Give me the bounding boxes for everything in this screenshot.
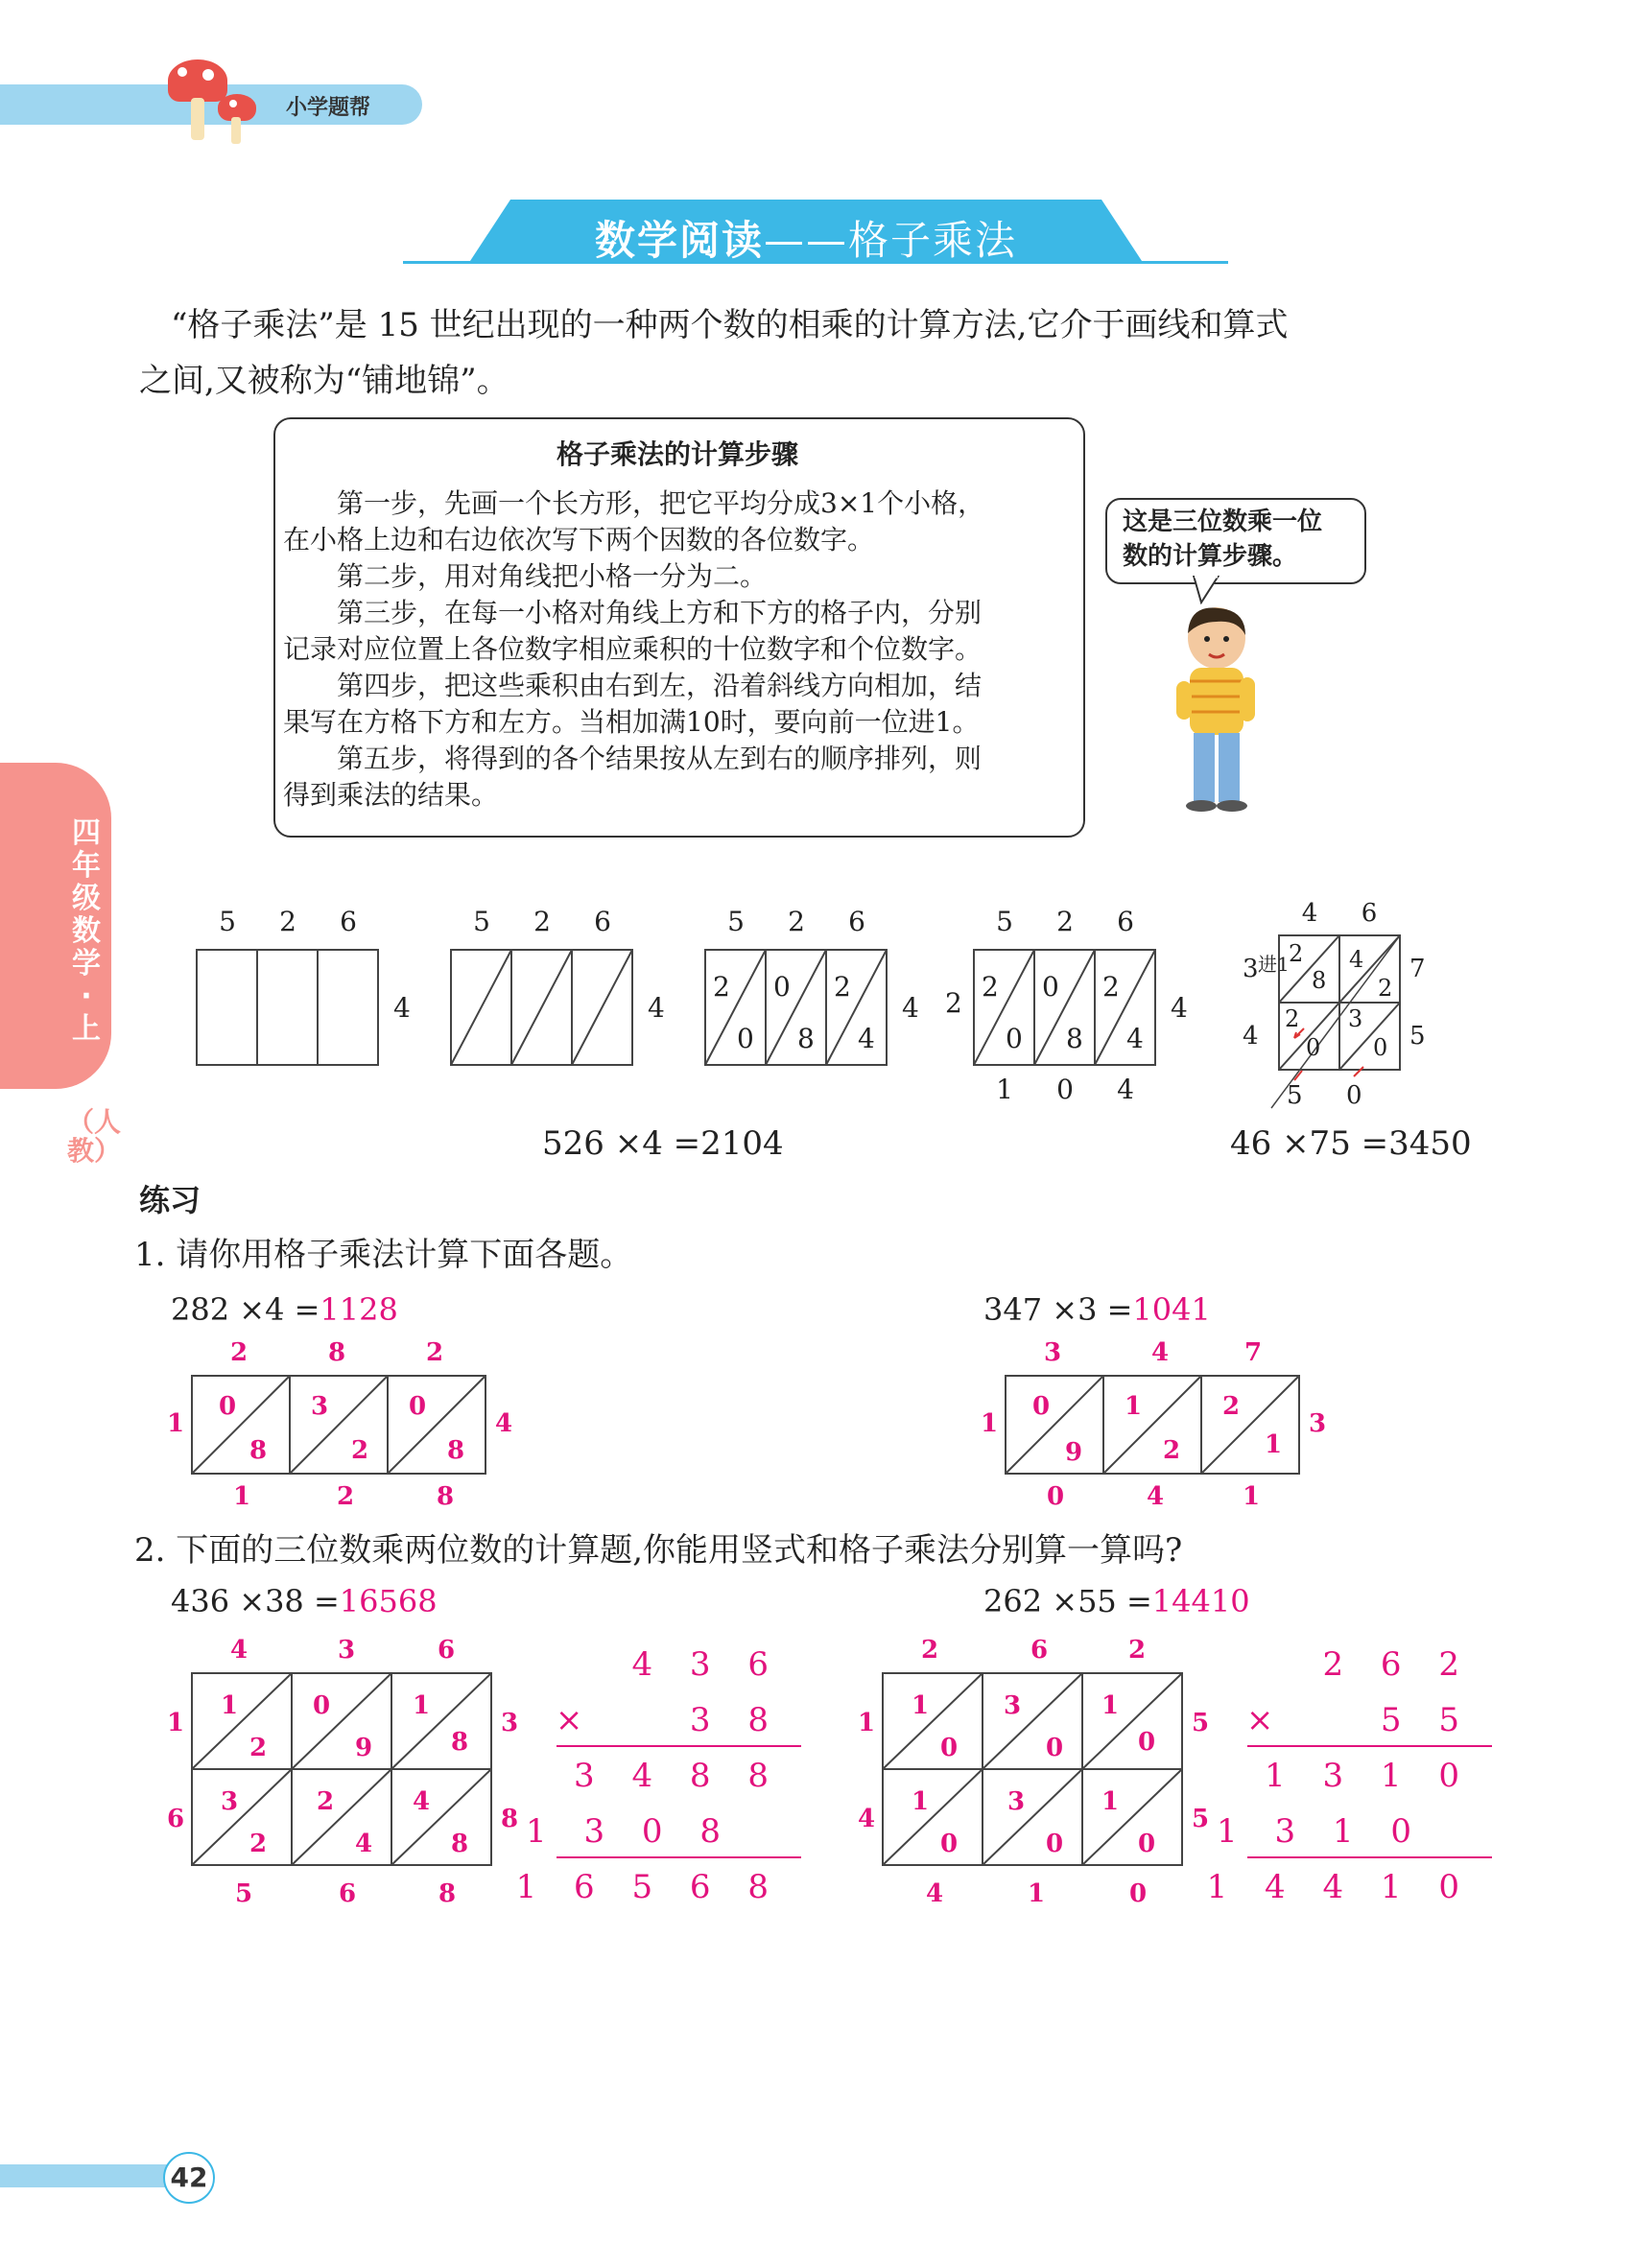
digit: 9	[1065, 1438, 1083, 1467]
q1a-equation	[171, 1291, 398, 1328]
q2a-expr: 436 ×38 =	[171, 1583, 340, 1619]
digit: 4	[648, 992, 665, 1024]
q1a-grid	[167, 1338, 512, 1511]
example-equation-2: 46 ×75 =3450	[1230, 1124, 1472, 1163]
digit: 4	[1150, 1338, 1170, 1367]
digit: 2	[1289, 940, 1304, 967]
q1b-equation	[983, 1291, 1211, 1328]
brand-name: 小学题帮	[286, 96, 371, 120]
digit: 2	[1222, 1392, 1241, 1421]
digit: 0	[940, 1734, 959, 1762]
digit: 0	[940, 1830, 959, 1858]
digit: 1	[1242, 1482, 1261, 1511]
digit: 8	[501, 1805, 519, 1833]
q2a-answer: 16568	[339, 1583, 438, 1619]
q2b-answer: 14410	[1151, 1583, 1250, 1619]
digit: 0	[219, 1392, 237, 1421]
digit: 6	[340, 906, 357, 937]
digit: 2	[713, 971, 730, 1003]
intro-line-2: 之间,又被称为“铺地锦”。	[139, 362, 509, 400]
digit: 4	[393, 992, 411, 1024]
intro-line-1: “格子乘法”是 15 世纪出现的一种两个数的相乘的计算方法,它介于画线和算式	[171, 306, 1289, 344]
title-sub: 格子乘法	[848, 217, 1018, 264]
step-line: 第四步，把这些乘积由右到左，沿着斜线方向相加，结	[283, 670, 983, 701]
digit: 2	[249, 1830, 268, 1858]
digit: 3	[311, 1392, 329, 1421]
digit: 0	[773, 971, 791, 1003]
example-grid-46x75	[1243, 902, 1426, 1110]
q2-work	[154, 1631, 1516, 1938]
boy-illustration-icon	[1161, 604, 1267, 815]
digit: 1	[1027, 1879, 1046, 1908]
digit: 2	[982, 971, 999, 1003]
digit: 6	[848, 906, 865, 937]
footer-bar	[0, 2164, 182, 2187]
digit: 3	[1043, 1338, 1062, 1367]
digit: 0	[1373, 1034, 1388, 1061]
digit: 0	[1032, 1392, 1051, 1421]
digit: 1	[413, 1691, 431, 1720]
vertical-line: 1 4 4 1 0	[1206, 1868, 1473, 1906]
digit: 5	[1192, 1709, 1210, 1737]
digit: 0	[1138, 1830, 1156, 1858]
vertical-line: × 5 5	[1245, 1701, 1473, 1739]
digit: 6	[1030, 1636, 1049, 1665]
digit: 6	[1361, 902, 1378, 928]
digit: 0	[313, 1691, 331, 1720]
digit: 4	[1301, 902, 1318, 928]
vertical-line: 1 3 0 8	[526, 1812, 734, 1851]
step-line: 得到乘法的结果。	[283, 779, 499, 811]
digit: 4	[1349, 946, 1364, 973]
q2a-equation	[171, 1583, 438, 1619]
digit: 0	[1042, 971, 1059, 1003]
q1a-expr: 282 ×4 =	[171, 1291, 320, 1328]
digit: 4	[1171, 992, 1188, 1024]
digit: 8	[249, 1436, 268, 1465]
digit: 2	[945, 987, 962, 1019]
digit: 2	[834, 971, 851, 1003]
digit: 3	[1309, 1409, 1327, 1438]
digit: 1	[1265, 1430, 1283, 1459]
digit: 4	[925, 1879, 944, 1908]
step-line: 果写在方格下方和左方。当相加满10时，要向前一位进1。	[283, 706, 980, 738]
digit: 0	[1046, 1482, 1065, 1511]
digit: 2	[425, 1338, 444, 1367]
digit: 2	[1056, 906, 1074, 937]
digit: 1	[912, 1787, 930, 1816]
step-line: 第三步，在每一小格对角线上方和下方的格子内，分别	[283, 597, 983, 628]
steps-title: 格子乘法的计算步骤	[556, 438, 798, 470]
digit: 2	[920, 1636, 939, 1665]
digit: 4	[1243, 1022, 1259, 1051]
vertical-line: 1 6 5 6 8	[515, 1868, 782, 1906]
vertical-line: 2 6 2	[1322, 1645, 1473, 1684]
digit: 7	[1409, 955, 1426, 983]
digit: 1	[1125, 1392, 1143, 1421]
digit: 1	[221, 1691, 239, 1720]
digit: 1	[858, 1709, 876, 1737]
digit: 4	[229, 1636, 249, 1665]
digit: 5	[996, 906, 1013, 937]
step-line: 第五步，将得到的各个结果按从左到右的顺序排列，则	[283, 743, 983, 774]
digit: 1	[996, 1074, 1013, 1105]
digit: 3	[1007, 1787, 1026, 1816]
step-line: 在小格上边和右边依次写下两个因数的各位数字。	[283, 524, 875, 555]
digit: 3	[337, 1636, 356, 1665]
digit: 6	[338, 1879, 357, 1908]
digit: 8	[451, 1830, 469, 1858]
digit: 1	[1101, 1691, 1120, 1720]
digit: 2	[229, 1338, 249, 1367]
title-dash: ——	[764, 217, 848, 264]
digit: 1	[981, 1409, 999, 1438]
digit: 2	[1378, 975, 1393, 1002]
digit: 4	[413, 1787, 431, 1816]
q1b-expr: 347 ×3 =	[983, 1291, 1133, 1328]
digit: 4	[902, 992, 919, 1024]
step-line: 第一步，先画一个长方形，把它平均分成3×1个小格，	[283, 487, 985, 519]
question-1: 1. 请你用格子乘法计算下面各题。	[134, 1236, 633, 1274]
page-number: 42	[163, 2152, 215, 2204]
mushroom-logo-icon	[168, 59, 264, 146]
digit: 0	[1128, 1879, 1148, 1908]
digit: 6	[437, 1636, 456, 1665]
digit: 1	[167, 1709, 185, 1737]
digit: 1	[1101, 1787, 1120, 1816]
example-equation-1: 526 ×4 =2104	[542, 1124, 784, 1163]
q2b-equation	[983, 1583, 1250, 1619]
digit: 5	[219, 906, 236, 937]
digit: 6	[167, 1805, 185, 1833]
digit: 8	[327, 1338, 346, 1367]
digit: 9	[355, 1734, 373, 1762]
q2b-grid	[858, 1636, 1209, 1908]
digit: 3	[501, 1709, 519, 1737]
digit: 0	[737, 1023, 754, 1054]
digit: 6	[594, 906, 611, 937]
digit: 2	[788, 906, 805, 937]
example-grid-step1	[197, 906, 411, 1065]
digit: 1	[167, 1409, 185, 1438]
example-grid-step3	[705, 906, 919, 1065]
digit: 4	[1146, 1482, 1165, 1511]
title-main: 数学阅读	[594, 217, 764, 264]
digit: 0	[1046, 1734, 1064, 1762]
digit: 3	[221, 1787, 239, 1816]
digit: 4	[1117, 1074, 1134, 1105]
digit: 8	[451, 1728, 469, 1757]
digit: 8	[436, 1482, 455, 1511]
edition-label: （人教）	[67, 1106, 122, 1167]
q1-grids	[154, 1334, 1362, 1516]
bubble-line-2: 数的计算步骤。	[1123, 542, 1298, 571]
section-title	[403, 200, 1228, 263]
question-2: 2. 下面的三位数乘两位数的计算题,你能用竖式和格子乘法分别算一算吗?	[134, 1531, 1183, 1570]
q2b-vertical	[1207, 1645, 1492, 1906]
digit: 0	[1006, 1023, 1023, 1054]
digit: 2	[533, 906, 551, 937]
q2b-expr: 262 ×55 =	[983, 1583, 1152, 1619]
bubble-tail-icon	[1190, 576, 1228, 604]
digit: 0	[1346, 1081, 1362, 1110]
digit: 2	[1102, 971, 1120, 1003]
digit: 2	[336, 1482, 355, 1511]
q2a-grid	[167, 1636, 518, 1908]
digit: 5	[1192, 1805, 1210, 1833]
q2a-vertical	[516, 1645, 801, 1906]
digit: 2	[1127, 1636, 1147, 1665]
digit: 2	[1285, 1005, 1300, 1032]
digit: 4	[858, 1023, 875, 1054]
digit: 2	[279, 906, 296, 937]
digit: 8	[1312, 967, 1327, 994]
vertical-line: 3 4 8 8	[574, 1757, 782, 1795]
digit: 5	[727, 906, 745, 937]
example-grid-step4	[945, 906, 1188, 1105]
digit: 8	[797, 1023, 815, 1054]
vertical-line: 1 3 1 0	[1265, 1757, 1473, 1795]
bubble-line-1: 这是三位数乘一位	[1123, 508, 1323, 536]
vertical-line: 1 3 1 0	[1217, 1812, 1425, 1851]
digit: 8	[438, 1879, 457, 1908]
digit: 5	[1287, 1081, 1303, 1110]
q1a-answer: 1128	[320, 1291, 398, 1328]
vertical-line: × 3 8	[555, 1701, 782, 1739]
example-grid-step2	[451, 906, 665, 1065]
digit: 6	[1117, 906, 1134, 937]
bubble-text	[1123, 505, 1353, 574]
digit: 4	[355, 1830, 373, 1858]
digit: 0	[1046, 1830, 1064, 1858]
digit: 0	[1138, 1728, 1156, 1757]
step-line: 第二步，用对角线把小格一分为二。	[283, 560, 768, 592]
digit: 7	[1243, 1338, 1263, 1367]
digit: 4	[858, 1805, 876, 1833]
digit: 5	[1409, 1022, 1426, 1051]
digit: 8	[1066, 1023, 1083, 1054]
digit: 5	[473, 906, 490, 937]
digit: 5	[234, 1879, 253, 1908]
digit: 2	[317, 1787, 335, 1816]
digit: 8	[447, 1436, 465, 1465]
step-line: 记录对应位置上各位数字相应乘积的十位数字和个位数字。	[283, 633, 983, 665]
digit: 3	[1004, 1691, 1022, 1720]
digit: 2	[351, 1436, 369, 1465]
digit: 3	[1348, 1005, 1363, 1032]
digit: 1	[912, 1691, 930, 1720]
digit: 0	[409, 1392, 427, 1421]
digit: 3	[1243, 955, 1259, 983]
practice-heading: 练习	[139, 1182, 201, 1218]
vertical-line: 4 3 6	[631, 1645, 782, 1684]
q1b-grid	[981, 1338, 1326, 1511]
digit: 0	[1306, 1034, 1321, 1061]
digit: 1	[232, 1482, 251, 1511]
digit: 0	[1056, 1074, 1074, 1105]
q1b-answer: 1041	[1132, 1291, 1211, 1328]
digit: 2	[249, 1734, 268, 1762]
digit: 4	[495, 1409, 513, 1438]
carry-label: 进1	[1258, 953, 1290, 976]
grade-label: 四年级数学·上	[72, 816, 101, 1046]
digit: 4	[1126, 1023, 1144, 1054]
digit: 2	[1163, 1436, 1181, 1465]
